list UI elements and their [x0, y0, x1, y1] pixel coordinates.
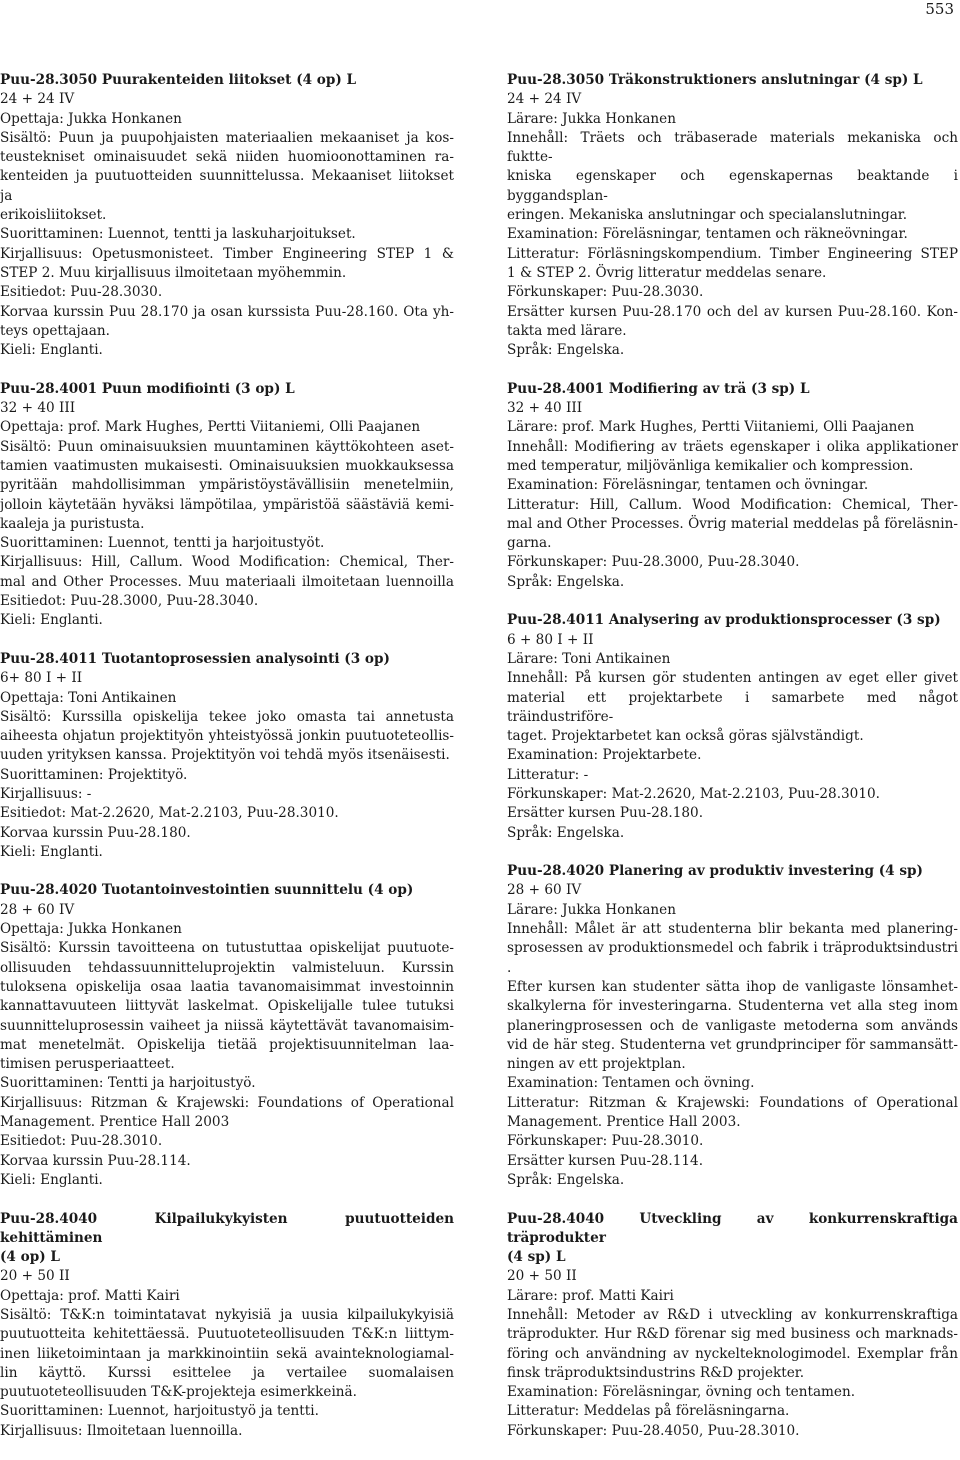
course-text-line: Korvaa kurssin Puu-28.114. — [0, 1152, 191, 1169]
course-text-line: Sisältö: T&K:n toimintatavat nykyisiä ja uusia kilpailukykyisiä — [0, 1307, 454, 1323]
course-text-line: Lärare: prof. Matti Kairi — [507, 1287, 674, 1304]
course-text-line: Examination: Projektarbete. — [507, 747, 702, 764]
course-text-line: Examination: Föreläsningar, övning och tentamen. — [507, 1384, 856, 1401]
course-text-line: Opettaja: prof. Mark Hughes, Pertti Viitaniemi, Olli Paajanen — [0, 419, 421, 436]
course-text-line: Opettaja: prof. Matti Kairi — [0, 1287, 180, 1304]
course-text-line: STEP 2. Muu kirjallisuus ilmoitetaan myöhemmin. — [0, 264, 347, 281]
course-text-line: Suorittaminen: Luennot, tentti ja laskuharjoitukset. — [0, 226, 356, 243]
course-text-line: eringen. Mekaniska anslutningar och specialanslutningar. — [507, 207, 908, 224]
course-text-line: Förkunskaper: Puu-28.4050, Puu-28.3010. — [507, 1422, 800, 1439]
course-text-line: mal and Other Processes. Muu materiaali ilmoitetaan luennoilla — [0, 573, 454, 590]
course-entry — [507, 862, 958, 1190]
course-text-line: Litteratur: Meddelas på föreläsningarna. — [507, 1403, 790, 1420]
course-text-line: garna. — [507, 535, 552, 552]
course-text-line: Sisältö: Kurssilla opiskelija tekee joko omasta tai annetusta — [0, 708, 454, 725]
course-text-line: 28 + 60 IV — [0, 901, 75, 918]
course-text-line: Sisältö: Puun ominaisuuksien muuntaminen käyttökohteen aset- — [0, 438, 454, 455]
course-text-line: kaaleja ja puristusta. — [0, 515, 145, 532]
course-text-line: Suorittaminen: Tentti ja harjoitustyö. — [0, 1075, 256, 1092]
course-text-line: föring och användning av nyckelteknologimodel. Exemplar från — [507, 1345, 958, 1362]
course-text-line: mal and Other Processes. Övrig material meddelas på föreläsnin- — [507, 515, 958, 532]
course-text-line: Sisältö: Kurssin tavoitteena on tutustuttaa opiskelijat puutuote- — [0, 940, 454, 957]
course-title-line: Puu-28.4020 Planering av produktiv investering (4 sp) — [507, 863, 923, 880]
course-text-line: vid de här steg. Studenterna vet grundprinciper för sammansätt- — [507, 1036, 958, 1053]
course-entry — [0, 380, 454, 631]
course-entry — [507, 71, 958, 360]
course-text-line: Litteratur: - — [507, 766, 589, 783]
course-text-line: 32 + 40 III — [0, 400, 76, 417]
course-title-line: Puu-28.4001 Modifiering av trä (3 sp) L — [507, 380, 810, 397]
course-text-line: kenteiden ja puutuotteiden suunnittelussa. Mekaaniset liitokset ja — [0, 168, 454, 204]
course-text-line: Suorittaminen: Projektityö. — [0, 766, 188, 783]
course-text-line: material ett projektarbete i samarbete med något träindustriföre- — [507, 689, 958, 725]
course-text-line: tamien vaatimusten mukaisesti. Ominaisuuksien muokkauksessa — [0, 457, 454, 474]
course-text-line: Litteratur: Ritzman & Krajewski: Foundations of Operational — [507, 1094, 958, 1111]
course-text-line: Kirjallisuus: Hill, Callum. Wood Modification: Chemical, Ther- — [0, 554, 454, 571]
course-entry — [507, 1210, 958, 1442]
course-text-line: tuloksena opiskelija osaa laatia tavanomaisimmat investoinnin — [0, 978, 454, 995]
course-text-line: 6+ 80 I + II — [0, 670, 83, 687]
course-text-line: Management. Prentice Hall 2003. — [507, 1114, 741, 1131]
course-text-line: mat menetelmät. Opiskelija tietää projektisuunnitelman laa- — [0, 1036, 454, 1053]
swedish-column — [507, 71, 958, 1460]
course-title-line: Puu-28.4011 Analysering av produktionsprocesser (3 sp) — [507, 612, 941, 629]
course-text-line: Suorittaminen: Luennot, harjoitustyö ja tentti. — [0, 1403, 319, 1420]
course-title-line: Puu-28.4001 Puun modifiointi (3 op) L — [0, 380, 295, 397]
course-text-line: puutuoteteollisuuden T&K-projekteja esimerkkeinä. — [0, 1384, 357, 1401]
course-text-line: taget. Projektarbetet kan också göras självständigt. — [507, 728, 864, 745]
course-title-line: Puu-28.4040 Kilpailukykyisten puutuotteiden kehittäminen — [0, 1210, 454, 1246]
course-text-line: Suorittaminen: Luennot, tentti ja harjoitustyöt. — [0, 535, 325, 552]
course-text-line: Språk: Engelska. — [507, 1171, 625, 1188]
course-text-line: timisen perusperiaatteet. — [0, 1056, 175, 1073]
course-text-line: Kieli: Englanti. — [0, 342, 103, 359]
page-number: 553 — [925, 0, 954, 18]
course-text-line: jolloin käytetään hyväksi lämpötilaa, ympäristöä säästäviä kemi- — [0, 496, 454, 513]
course-text-line: ollisuuden tehdassuunnitteluprojektin valmisteluun. Kurssin — [0, 959, 454, 976]
course-text-line: 20 + 50 II — [0, 1268, 70, 1285]
course-text-line: Esitiedot: Puu-28.3030. — [0, 284, 163, 301]
course-text-line: Opettaja: Toni Antikainen — [0, 689, 177, 706]
course-text-line: kannattavuuteen liittyvät laskelmat. Opiskelijalle tulee tutuksi — [0, 998, 454, 1015]
course-title-line: (4 op) L — [0, 1249, 60, 1266]
course-text-line: Lärare: prof. Mark Hughes, Pertti Viitaniemi, Olli Paajanen — [507, 419, 915, 436]
course-text-line: Kieli: Englanti. — [0, 1171, 103, 1188]
course-text-line: Sisältö: Puun ja puupohjaisten materiaalien mekaaniset ja kos- — [0, 129, 454, 146]
finnish-column — [0, 71, 454, 1460]
course-entry — [507, 380, 958, 592]
course-text-line: inen liiketoimintaan ja markkinointiin sekä avainteknologiamal- — [0, 1345, 454, 1362]
course-text-line: Examination: Föreläsningar, tentamen och räkneövningar. — [507, 226, 908, 243]
course-text-line: suunnitteluprosessin vaiheet ja niissä käytettävät tavanomaisim- — [0, 1017, 454, 1034]
course-text-line: Litteratur: Förläsningskompendium. Timber Engineering STEP — [507, 245, 958, 262]
course-text-line: Esitiedot: Mat-2.2620, Mat-2.2103, Puu-28.3010. — [0, 805, 339, 822]
course-text-line: aiheesta ohjatun projektityön yhteistyössä jonkin puutuoteteollis- — [0, 728, 454, 745]
course-text-line: 20 + 50 II — [507, 1268, 577, 1285]
course-text-line: Innehåll: Målet är att studenterna blir bekanta med planering- — [507, 921, 958, 938]
course-entry — [0, 71, 454, 360]
course-text-line: lin käyttö. Kurssi esittelee ja vertailee suomalaisen — [0, 1364, 454, 1381]
course-text-line: 6 + 80 I + II — [507, 631, 594, 648]
course-text-line: sprosessen av produktionsmedel och fabrik i träproduktsindustri . — [507, 940, 958, 976]
course-text-line: Korvaa kurssin Puu-28.180. — [0, 824, 191, 841]
course-text-line: Examination: Föreläsningar, tentamen och övningar. — [507, 477, 869, 494]
course-text-line: Innehåll: Träets och träbaserade materials mekaniska och fukttе- — [507, 129, 958, 166]
course-text-line: Kirjallisuus: Ritzman & Krajewski: Foundations of Operational — [0, 1094, 454, 1111]
course-text-line: puutuotteita kehitettäessä. Puutuoteteollisuuden T&K:n liittym- — [0, 1326, 454, 1343]
course-text-line: 24 + 24 IV — [507, 91, 582, 108]
course-text-line: Förkunskaper: Puu-28.3030. — [507, 284, 704, 301]
course-text-line: kniska egenskaper och egenskapernas beaktande i byggandsplan- — [507, 168, 958, 204]
course-text-line: Kirjallisuus: Opetusmonisteet. Timber Engineering STEP 1 & — [0, 245, 454, 262]
course-text-line: träprodukter. Hur R&D förenar sig med business och marknads- — [507, 1326, 958, 1343]
course-text-line: teustekniset ominaisuudet sekä niiden huomioonottaminen ra- — [0, 149, 454, 166]
course-text-line: Korvaa kurssin Puu 28.170 ja osan kurssista Puu-28.160. Ota yh- — [0, 303, 454, 320]
course-text-line: erikoisliitokset. — [0, 207, 107, 224]
course-text-line: teys opettajaan. — [0, 322, 110, 339]
course-title-line: Puu-28.4011 Tuotantoprosessien analysointi (3 op) — [0, 650, 390, 667]
course-text-line: Opettaja: Jukka Honkanen — [0, 921, 182, 938]
course-text-line: planeringprosessen och de vanligaste metoderna som används — [507, 1017, 958, 1034]
course-text-line: Förkunskaper: Mat-2.2620, Mat-2.2103, Puu-28.3010. — [507, 785, 880, 802]
course-text-line: Esitiedot: Puu-28.3000, Puu-28.3040. — [0, 593, 259, 610]
course-entry — [0, 650, 454, 862]
course-text-line: Språk: Engelska. — [507, 824, 625, 841]
course-text-line: skalkylerna för investeringarna. Studenterna vet alla steg inom — [507, 998, 958, 1015]
course-title-line: Puu-28.4040 Utveckling av konkurrenskraftiga träprodukter — [507, 1210, 958, 1246]
course-text-line: takta med lärare. — [507, 322, 627, 339]
course-text-line: Lärare: Jukka Honkanen — [507, 110, 676, 127]
course-title-line: Puu-28.3050 Träkonstruktioners anslutningar (4 sp) L — [507, 72, 923, 88]
course-title-line: (4 sp) L — [507, 1249, 566, 1266]
course-entry — [0, 1210, 454, 1442]
course-text-line: Ersätter kursen Puu-28.170 och del av kursen Puu-28.160. Kon- — [507, 303, 958, 320]
course-text-line: 24 + 24 IV — [0, 91, 75, 108]
course-text-line: Lärare: Jukka Honkanen — [507, 901, 676, 918]
course-text-line: 1 & STEP 2. Övrig litteratur meddelas senare. — [507, 264, 827, 281]
course-text-line: Litteratur: Hill, Callum. Wood Modification: Chemical, Ther- — [507, 496, 958, 513]
course-text-line: Förkunskaper: Puu-28.3000, Puu-28.3040. — [507, 554, 800, 571]
course-text-line: Efter kursen kan studenter sätta ihop de vanligaste lönsamhet- — [507, 978, 958, 995]
course-text-line: Kieli: Englanti. — [0, 843, 103, 860]
course-text-line: Innehåll: Modifiering av träets egenskaper i olika applikationer — [507, 438, 958, 455]
course-entry — [507, 611, 958, 843]
course-text-line: Esitiedot: Puu-28.3010. — [0, 1133, 163, 1150]
course-text-line: Kirjallisuus: - — [0, 785, 92, 802]
course-text-line: Innehåll: På kursen gör studenten antingen av eget eller givet — [507, 670, 958, 687]
course-text-line: Innehåll: Metoder av R&D i utveckling av konkurrenskraftiga — [507, 1307, 958, 1323]
course-text-line: Lärare: Toni Antikainen — [507, 650, 671, 667]
course-text-line: Management. Prentice Hall 2003 — [0, 1114, 230, 1131]
course-text-line: Förkunskaper: Puu-28.3010. — [507, 1133, 704, 1150]
course-text-line: finsk träproduktsindustrins R&D projekter. — [507, 1364, 805, 1381]
course-text-line: ningen av ett projektplan. — [507, 1056, 686, 1073]
course-text-line: med temperatur, miljövänliga kemikalier och kompression. — [507, 457, 914, 474]
course-text-line: Examination: Tentamen och övning. — [507, 1075, 755, 1092]
course-title-line: Puu-28.4020 Tuotantoinvestointien suunnittelu (4 op) — [0, 882, 414, 899]
course-text-line: Ersätter kursen Puu-28.180. — [507, 805, 704, 822]
course-text-line: Kieli: Englanti. — [0, 612, 103, 629]
course-text-line: Opettaja: Jukka Honkanen — [0, 110, 182, 127]
course-text-line: Språk: Engelska. — [507, 342, 625, 359]
course-text-line: Kirjallisuus: Ilmoitetaan luennoilla. — [0, 1422, 243, 1439]
course-text-line: uuden yrityksen kanssa. Projektityön voi tehdä myös itsenäisesti. — [0, 747, 450, 764]
course-text-line: Ersätter kursen Puu-28.114. — [507, 1152, 704, 1169]
course-entry — [0, 881, 454, 1190]
course-title-line: Puu-28.3050 Puurakenteiden liitokset (4 op) L — [0, 72, 357, 88]
course-text-line: Språk: Engelska. — [507, 573, 625, 590]
course-text-line: 28 + 60 IV — [507, 882, 582, 899]
course-text-line: 32 + 40 III — [507, 400, 583, 417]
course-text-line: pyritään mahdollisimman ympäristöystävällisiin menetelmiin, — [0, 477, 454, 494]
